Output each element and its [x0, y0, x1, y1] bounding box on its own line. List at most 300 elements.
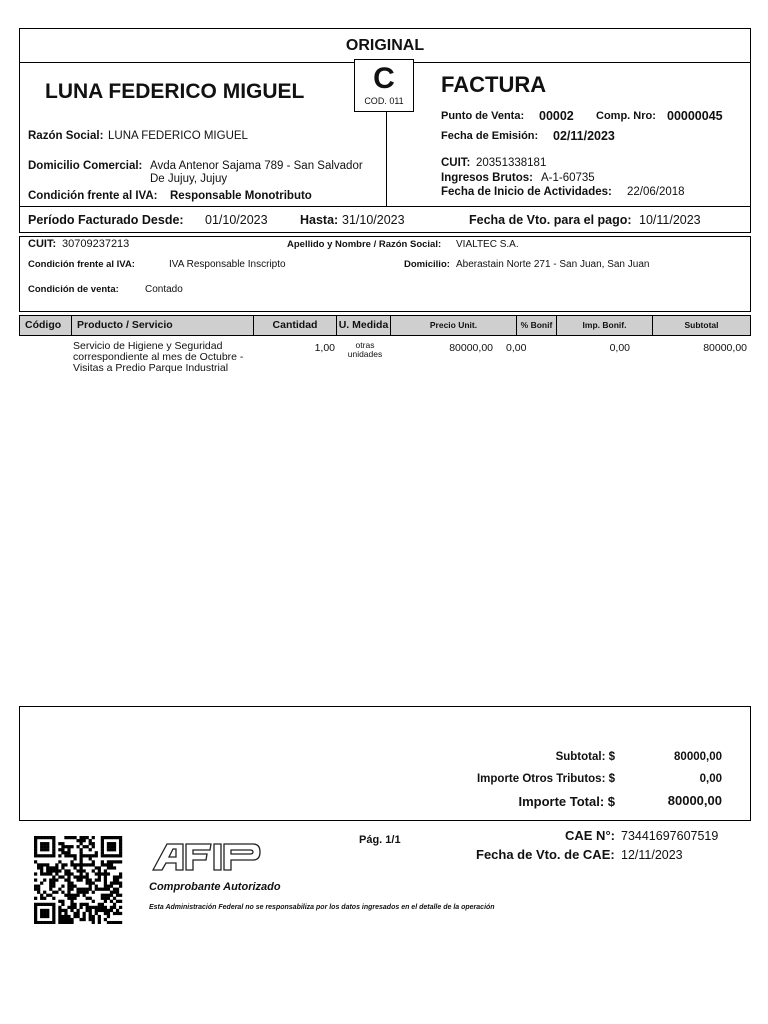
- qr-module: [104, 897, 107, 900]
- qr-module: [107, 885, 110, 888]
- qr-module: [58, 842, 61, 845]
- qr-module: [34, 848, 37, 851]
- qr-module: [104, 836, 107, 839]
- qr-module: [52, 842, 55, 845]
- qr-module: [58, 906, 61, 909]
- qr-module: [52, 878, 55, 881]
- qr-module: [110, 836, 113, 839]
- qr-module: [40, 842, 43, 845]
- qr-module: [119, 872, 122, 875]
- qr-module: [92, 900, 95, 903]
- qr-module: [116, 921, 119, 924]
- qr-module: [92, 921, 95, 924]
- qr-module: [49, 921, 52, 924]
- qr-module: [76, 912, 79, 915]
- client-iva-label: Condición frente al IVA:: [28, 259, 135, 270]
- qr-module: [40, 897, 43, 900]
- qr-module: [110, 894, 113, 897]
- qr-module: [73, 866, 76, 869]
- qr-module: [101, 839, 104, 842]
- qr-module: [86, 891, 89, 894]
- qr-module: [89, 918, 92, 921]
- cae-label: CAE N°:: [565, 828, 615, 843]
- row-cantidad: 1,00: [314, 342, 335, 354]
- qr-module: [104, 854, 107, 857]
- qr-module: [43, 842, 46, 845]
- cae-vto-label: Fecha de Vto. de CAE:: [476, 847, 615, 862]
- qr-module: [61, 842, 64, 845]
- qr-module: [55, 891, 58, 894]
- qr-module: [110, 906, 113, 909]
- qr-module: [43, 909, 46, 912]
- qr-module: [52, 915, 55, 918]
- qr-module: [101, 845, 104, 848]
- qr-module: [37, 866, 40, 869]
- qr-module: [76, 891, 79, 894]
- cae-value: 73441697607519: [621, 829, 719, 843]
- qr-module: [70, 900, 73, 903]
- qr-module: [67, 882, 70, 885]
- qr-module: [76, 869, 79, 872]
- qr-module: [98, 878, 101, 881]
- qr-module: [110, 866, 113, 869]
- qr-module: [76, 909, 79, 912]
- punto-venta-value: 00002: [539, 109, 574, 123]
- qr-module: [64, 878, 67, 881]
- qr-module: [92, 854, 95, 857]
- qr-module: [116, 912, 119, 915]
- qr-module: [34, 915, 37, 918]
- qr-module: [95, 885, 98, 888]
- qr-module: [55, 872, 58, 875]
- subtotal-label: Subtotal: $: [555, 751, 615, 763]
- qr-module: [40, 882, 43, 885]
- qr-module: [61, 848, 64, 851]
- qr-module: [119, 875, 122, 878]
- qr-module: [40, 866, 43, 869]
- row-producto-line1: Servicio de Higiene y Seguridad: [73, 340, 223, 352]
- qr-module: [86, 882, 89, 885]
- qr-module: [83, 915, 86, 918]
- qr-module: [43, 878, 46, 881]
- qr-module: [37, 891, 40, 894]
- qr-module: [52, 839, 55, 842]
- qr-module: [70, 863, 73, 866]
- qr-module: [98, 869, 101, 872]
- qr-module: [61, 866, 64, 869]
- qr-module: [49, 882, 52, 885]
- qr-module: [104, 894, 107, 897]
- qr-module: [46, 863, 49, 866]
- qr-module: [107, 894, 110, 897]
- qr-module: [58, 912, 61, 915]
- client-cuit-value: 30709237213: [62, 238, 130, 250]
- qr-module: [34, 851, 37, 854]
- qr-module: [80, 918, 83, 921]
- qr-module: [110, 848, 113, 851]
- qr-module: [116, 878, 119, 881]
- qr-module: [64, 912, 67, 915]
- qr-module: [43, 845, 46, 848]
- qr-module: [46, 848, 49, 851]
- qr-module: [67, 918, 70, 921]
- qr-module: [43, 848, 46, 851]
- qr-module: [52, 845, 55, 848]
- qr-module: [73, 836, 76, 839]
- qr-module: [67, 915, 70, 918]
- issuer-iva-value: Responsable Monotributo: [170, 190, 312, 202]
- qr-module: [49, 872, 52, 875]
- qr-module: [49, 878, 52, 881]
- qr-module: [92, 869, 95, 872]
- qr-module: [83, 854, 86, 857]
- col-cantidad: Cantidad: [254, 316, 337, 335]
- importe-total-label: Importe Total: $: [518, 794, 615, 809]
- qr-module: [34, 906, 37, 909]
- qr-module: [95, 888, 98, 891]
- qr-module: [86, 863, 89, 866]
- qr-module: [119, 894, 122, 897]
- inicio-actividades-value: 22/06/2018: [627, 186, 685, 198]
- qr-module: [73, 875, 76, 878]
- qr-module: [67, 869, 70, 872]
- qr-module: [80, 875, 83, 878]
- qr-module: [104, 885, 107, 888]
- qr-module: [34, 836, 37, 839]
- qr-module: [37, 836, 40, 839]
- qr-module: [52, 885, 55, 888]
- qr-module: [110, 885, 113, 888]
- qr-module: [43, 836, 46, 839]
- qr-module: [73, 863, 76, 866]
- qr-module: [55, 863, 58, 866]
- qr-module: [86, 836, 89, 839]
- qr-module: [119, 885, 122, 888]
- qr-module: [113, 845, 116, 848]
- fecha-emision-value: 02/11/2023: [553, 129, 615, 143]
- qr-code: [32, 836, 124, 924]
- qr-module: [107, 888, 110, 891]
- qr-module: [92, 906, 95, 909]
- qr-module: [43, 912, 46, 915]
- qr-module: [119, 921, 122, 924]
- qr-module: [86, 903, 89, 906]
- qr-module: [70, 872, 73, 875]
- qr-module: [76, 878, 79, 881]
- qr-module: [113, 888, 116, 891]
- qr-module: [67, 851, 70, 854]
- qr-module: [43, 863, 46, 866]
- qr-module: [43, 854, 46, 857]
- qr-module: [70, 921, 73, 924]
- row-producto-line3: Visitas a Predio Parque Industrial: [73, 362, 229, 374]
- qr-module: [104, 909, 107, 912]
- qr-module: [110, 882, 113, 885]
- qr-module: [80, 848, 83, 851]
- qr-module: [46, 842, 49, 845]
- qr-module: [34, 888, 37, 891]
- qr-module: [107, 866, 110, 869]
- qr-module: [43, 921, 46, 924]
- qr-module: [119, 851, 122, 854]
- qr-module: [116, 882, 119, 885]
- client-cuit-label: CUIT:: [28, 238, 57, 250]
- qr-module: [43, 891, 46, 894]
- qr-module: [70, 888, 73, 891]
- qr-module: [86, 888, 89, 891]
- qr-module: [40, 915, 43, 918]
- qr-module: [73, 906, 76, 909]
- qr-module: [61, 885, 64, 888]
- qr-module: [116, 860, 119, 863]
- qr-module: [52, 836, 55, 839]
- qr-module: [119, 900, 122, 903]
- qr-module: [52, 854, 55, 857]
- qr-module: [76, 845, 79, 848]
- qr-module: [55, 878, 58, 881]
- qr-module: [34, 918, 37, 921]
- qr-module: [49, 894, 52, 897]
- qr-module: [67, 921, 70, 924]
- condicion-venta-label: Condición de venta:: [28, 284, 119, 295]
- qr-module: [80, 906, 83, 909]
- qr-module: [40, 872, 43, 875]
- qr-module: [49, 888, 52, 891]
- qr-module: [52, 866, 55, 869]
- qr-module: [67, 906, 70, 909]
- domicilio-comercial-line2: De Jujuy, Jujuy: [150, 173, 228, 185]
- qr-module: [52, 848, 55, 851]
- comp-nro-label: Comp. Nro:: [596, 110, 656, 122]
- qr-module: [58, 854, 61, 857]
- qr-module: [58, 915, 61, 918]
- qr-module: [101, 906, 104, 909]
- qr-module: [76, 888, 79, 891]
- qr-module: [80, 851, 83, 854]
- qr-module: [101, 860, 104, 863]
- qr-module: [67, 885, 70, 888]
- qr-module: [40, 912, 43, 915]
- qr-module: [61, 875, 64, 878]
- qr-module: [70, 860, 73, 863]
- qr-module: [116, 854, 119, 857]
- row-imp-bonif: 0,00: [609, 342, 630, 354]
- qr-module: [40, 894, 43, 897]
- qr-module: [101, 854, 104, 857]
- periodo-desde-label: Período Facturado Desde:: [28, 213, 184, 227]
- qr-module: [92, 836, 95, 839]
- domicilio-comercial-label: Domicilio Comercial:: [28, 160, 143, 172]
- qr-module: [110, 900, 113, 903]
- qr-module: [64, 845, 67, 848]
- ingresos-brutos-value: A-1-60735: [541, 172, 595, 184]
- qr-module: [58, 900, 61, 903]
- qr-module: [110, 845, 113, 848]
- invoice-letter: C: [373, 62, 395, 95]
- qr-module: [98, 918, 101, 921]
- qr-module: [73, 894, 76, 897]
- qr-module: [34, 872, 37, 875]
- qr-module: [73, 857, 76, 860]
- qr-module: [98, 921, 101, 924]
- qr-module: [107, 921, 110, 924]
- qr-module: [83, 894, 86, 897]
- qr-module: [107, 872, 110, 875]
- qr-module: [34, 860, 37, 863]
- qr-module: [40, 845, 43, 848]
- qr-module: [40, 909, 43, 912]
- comprobante-autorizado: Comprobante Autorizado: [149, 881, 281, 893]
- qr-module: [46, 869, 49, 872]
- qr-module: [98, 872, 101, 875]
- qr-module: [52, 869, 55, 872]
- qr-module: [119, 854, 122, 857]
- qr-module: [101, 894, 104, 897]
- qr-module: [101, 909, 104, 912]
- qr-module: [70, 885, 73, 888]
- col-producto: Producto / Servicio: [72, 316, 254, 335]
- qr-module: [113, 848, 116, 851]
- qr-module: [76, 839, 79, 842]
- qr-module: [101, 903, 104, 906]
- qr-module: [58, 921, 61, 924]
- page-number: Pág. 1/1: [359, 834, 401, 846]
- qr-module: [76, 915, 79, 918]
- qr-module: [92, 863, 95, 866]
- qr-module: [110, 860, 113, 863]
- qr-module: [34, 912, 37, 915]
- vto-pago-value: 10/11/2023: [639, 213, 701, 227]
- qr-module: [113, 903, 116, 906]
- qr-module: [67, 888, 70, 891]
- qr-module: [34, 839, 37, 842]
- qr-module: [80, 869, 83, 872]
- qr-module: [80, 860, 83, 863]
- qr-module: [73, 854, 76, 857]
- qr-module: [61, 900, 64, 903]
- qr-module: [89, 906, 92, 909]
- qr-module: [37, 863, 40, 866]
- qr-module: [58, 869, 61, 872]
- qr-module: [113, 878, 116, 881]
- inicio-actividades-label: Fecha de Inicio de Actividades:: [441, 186, 612, 198]
- qr-module: [43, 872, 46, 875]
- issuer-cuit-label: CUIT:: [441, 157, 471, 169]
- qr-module: [86, 906, 89, 909]
- qr-module: [37, 921, 40, 924]
- qr-module: [86, 909, 89, 912]
- col-imp-bonif: Imp. Bonif.: [557, 316, 653, 335]
- qr-module: [43, 897, 46, 900]
- qr-module: [101, 897, 104, 900]
- qr-module: [119, 882, 122, 885]
- qr-module: [83, 903, 86, 906]
- qr-module: [73, 897, 76, 900]
- qr-module: [64, 863, 67, 866]
- qr-module: [40, 921, 43, 924]
- qr-module: [83, 845, 86, 848]
- col-subtotal: Subtotal: [684, 320, 719, 330]
- qr-module: [40, 869, 43, 872]
- qr-module: [89, 909, 92, 912]
- qr-module: [40, 863, 43, 866]
- qr-module: [119, 842, 122, 845]
- qr-module: [55, 869, 58, 872]
- qr-module: [110, 863, 113, 866]
- row-bonif: 0,00: [506, 342, 527, 354]
- qr-module: [104, 882, 107, 885]
- qr-module: [89, 848, 92, 851]
- qr-module: [52, 875, 55, 878]
- qr-module: [113, 854, 116, 857]
- qr-module: [89, 897, 92, 900]
- qr-module: [101, 872, 104, 875]
- vto-pago-label: Fecha de Vto. para el pago:: [469, 213, 632, 227]
- qr-module: [104, 888, 107, 891]
- qr-module: [52, 897, 55, 900]
- qr-module: [107, 854, 110, 857]
- qr-module: [61, 851, 64, 854]
- qr-module: [116, 894, 119, 897]
- qr-module: [73, 912, 76, 915]
- qr-module: [34, 921, 37, 924]
- qr-module: [76, 875, 79, 878]
- qr-module: [73, 903, 76, 906]
- issuer-cuit-value: 20351338181: [476, 157, 547, 169]
- razon-social-value: LUNA FEDERICO MIGUEL: [108, 130, 248, 142]
- qr-module: [113, 875, 116, 878]
- qr-module: [40, 848, 43, 851]
- qr-module: [46, 903, 49, 906]
- qr-module: [67, 878, 70, 881]
- col-codigo: Código: [20, 316, 72, 335]
- qr-module: [70, 894, 73, 897]
- qr-module: [67, 872, 70, 875]
- qr-module: [89, 854, 92, 857]
- qr-module: [86, 897, 89, 900]
- qr-module: [34, 897, 37, 900]
- qr-module: [110, 891, 113, 894]
- qr-module: [49, 854, 52, 857]
- qr-module: [119, 860, 122, 863]
- items-table-header: [19, 315, 751, 336]
- domicilio-comercial-line1: Avda Antenor Sajama 789 - San Salvador: [150, 160, 363, 172]
- qr-module: [40, 836, 43, 839]
- invoice-letter-code: COD. 011: [364, 96, 404, 106]
- qr-module: [89, 857, 92, 860]
- qr-module: [64, 869, 67, 872]
- qr-module: [107, 909, 110, 912]
- qr-module: [104, 869, 107, 872]
- qr-module: [52, 912, 55, 915]
- qr-module: [116, 836, 119, 839]
- qr-module: [34, 878, 37, 881]
- qr-module: [113, 921, 116, 924]
- qr-module: [92, 915, 95, 918]
- qr-module: [110, 842, 113, 845]
- qr-module: [80, 854, 83, 857]
- qr-module: [49, 869, 52, 872]
- qr-module: [83, 839, 86, 842]
- copy-label: ORIGINAL: [345, 37, 425, 54]
- qr-module: [83, 912, 86, 915]
- qr-module: [34, 845, 37, 848]
- qr-module: [73, 915, 76, 918]
- qr-module: [58, 860, 61, 863]
- qr-module: [101, 842, 104, 845]
- qr-module: [61, 903, 64, 906]
- qr-module: [116, 900, 119, 903]
